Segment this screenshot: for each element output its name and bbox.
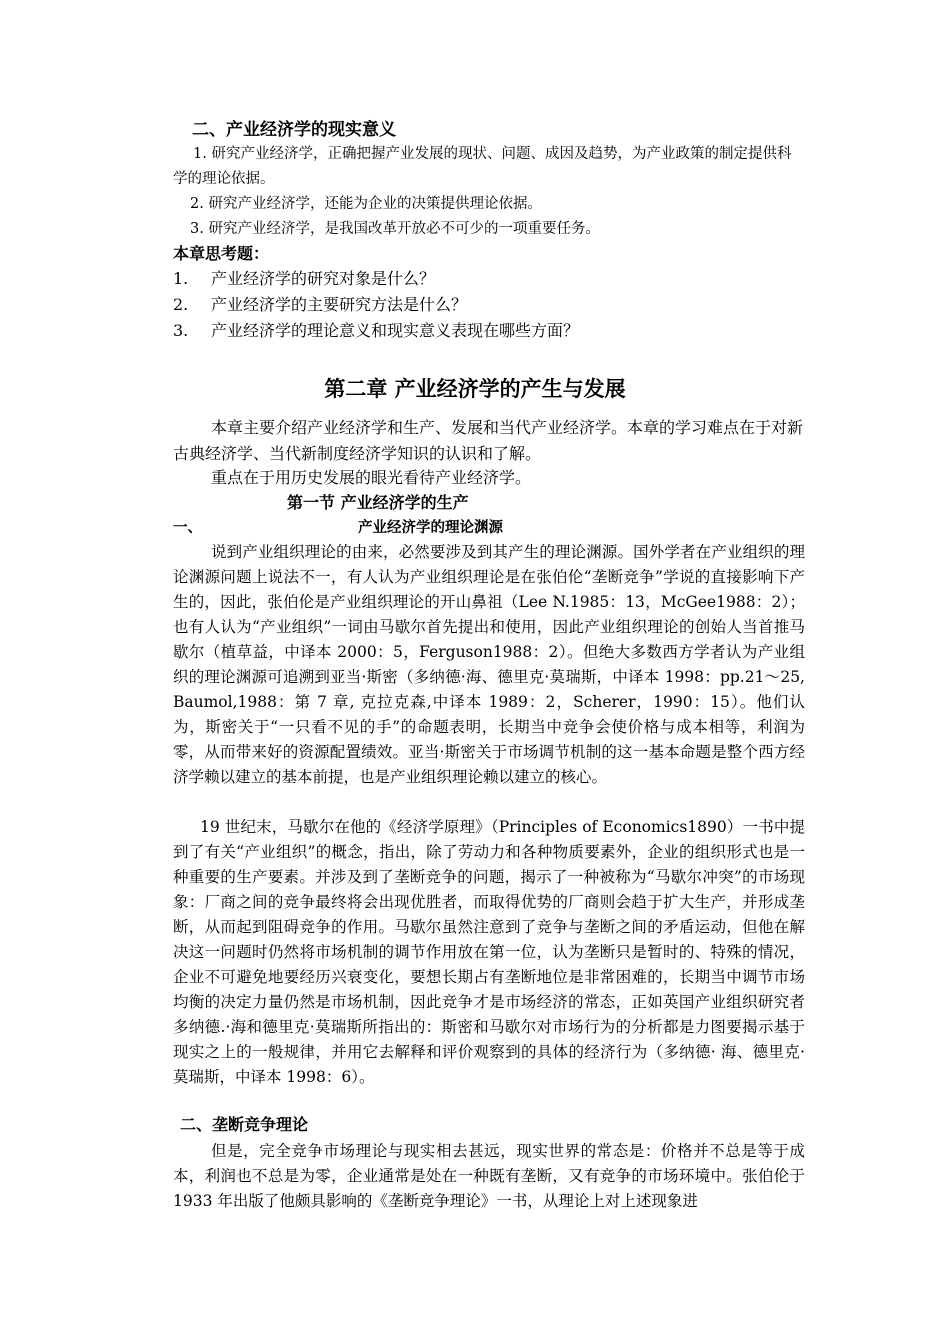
question-item (173, 266, 805, 292)
question-text: 产业经济学的研究对象是什么？ (211, 269, 436, 288)
practical-item-text: 1. 研究产业经济学，正确把握产业发展的现状、问题、成因及趋势，为产业政策的制定提供科学的理论依据。 (173, 146, 792, 187)
questions-heading: 本章思考题： (173, 244, 270, 263)
question-item (173, 318, 805, 344)
question-text: 产业经济学的理论意义和现实意义表现在哪些方面？ (211, 321, 580, 340)
question-number: 2. (173, 295, 189, 314)
practical-item-3: 3. 研究产业经济学，是我国改革开放必不可少的一项重要任务。 (190, 221, 600, 237)
question-item (173, 292, 805, 318)
chapter-intro-1: 本章主要介绍产业经济学和生产、发展和当代产业经济学。本章的学习难点在于对新古典经济学、当代新制度经济学知识的认识和了解。 (173, 418, 804, 463)
subsection-1-title: 产业经济学的理论渊源 (358, 520, 503, 536)
question-text: 产业经济学的主要研究方法是什么？ (211, 295, 468, 314)
body-paragraph-2: 19 世纪末，马歇尔在他的《经济学原理》（Principles of Economics1890）一书中提到了有关“产业组织”的概念，指出，除了劳动力和各种物质要素外，企业的组织形式也是一种重要的生产要素。并涉及到了垄断竞争的问题，揭示了一种被称为“马歇尔冲突”的市场现象：厂商之间的竞争最终将会出现优胜者，而取得优势的厂商则会趋于扩大生产，并形成垄断，从而起到阻碍竞争的作用。马歇尔虽然注意到了竞争与垄断之间的矛盾运动，但他在解决这一问题时仍然将市场机制的调节作用放在第一位，认为垄断只是暂时的、特殊的情况，企业不可避免地要经历兴衰变化，要想长期占有垄断地位是非常困难的，长期当中调节市场均衡的决定力量仍然是市场机制，因此竞争才是市场经济的常态，正如英国产业组织研究者多纳德.·海和德里克·莫瑞斯所指出的：斯密和马歇尔对市场行为的分析都是力图要揭示基于现实之上的一般规律，并用它去解释和评价观察到的具体的经济行为（多纳德· 海、德里克·莫瑞斯，中译本 1998：6）。 (173, 818, 805, 1086)
questions-list (173, 266, 805, 344)
subsection-2-heading: 二、垄断竞争理论 (180, 1115, 309, 1134)
section-1-title: 第一节 产业经济学的生产 (287, 493, 469, 512)
practical-item-2: 2. 研究产业经济学，还能为企业的决策提供理论依据。 (190, 196, 542, 212)
question-number: 3. (173, 321, 189, 340)
chapter-intro-2: 重点在于用历史发展的眼光看待产业经济学。 (211, 468, 532, 487)
body-paragraph-3: 但是，完全竞争市场理论与现实相去甚远，现实世界的常态是：价格并不总是等于成本，利润也不总是为零，企业通常是处在一种既有垄断，又有竞争的市场环境中。张伯伦于 1933 年出版了他颇具影响的《垄断竞争理论》一书，从理论上对上述现象进 (173, 1142, 805, 1210)
chapter-title: 第二章 产业经济学的产生与发展 (324, 377, 626, 401)
subsection-1-number: 一、 (173, 520, 202, 536)
question-number: 1. (173, 269, 189, 288)
section-heading-practical-significance: 二、产业经济学的现实意义 (192, 120, 396, 140)
practical-item-1 (173, 142, 805, 192)
body-paragraph-1: 说到产业组织理论的由来，必然要涉及到其产生的理论渊源。国外学者在产业组织的理论渊源问题上说法不一，有人认为产业组织理论是在张伯伦“垄断竞争”学说的直接影响下产生的，因此，张伯伦是产业组织理论的开山鼻祖（Lee N.1985：13，McGee1988：2）；也有人认为“产业组织”一词由马歇尔首先提出和使用，因此产业组织理论的创始人当首推马歇尔（植草益，中译本 2000：5，Ferguson1988：2）。但绝大多数西方学者认为产业组织的理论渊源可追溯到亚当·斯密（多纳德·海、德里克·莫瑞斯，中译本 1998：pp.21～25, Baumol,1988：第 7 章, 克拉克森,中译本 1989：2，Scherer，1990：15）。他们认为，斯密关于“一只看不见的手”的命题表明，长期当中竞争会使价格与成本相等，利润为零，从而带来好的资源配置绩效。亚当·斯密关于市场调节机制的这一基本命题是整个西方经济学赖以建立的基本前提，也是产业组织理论赖以建立的核心。 (173, 543, 805, 786)
